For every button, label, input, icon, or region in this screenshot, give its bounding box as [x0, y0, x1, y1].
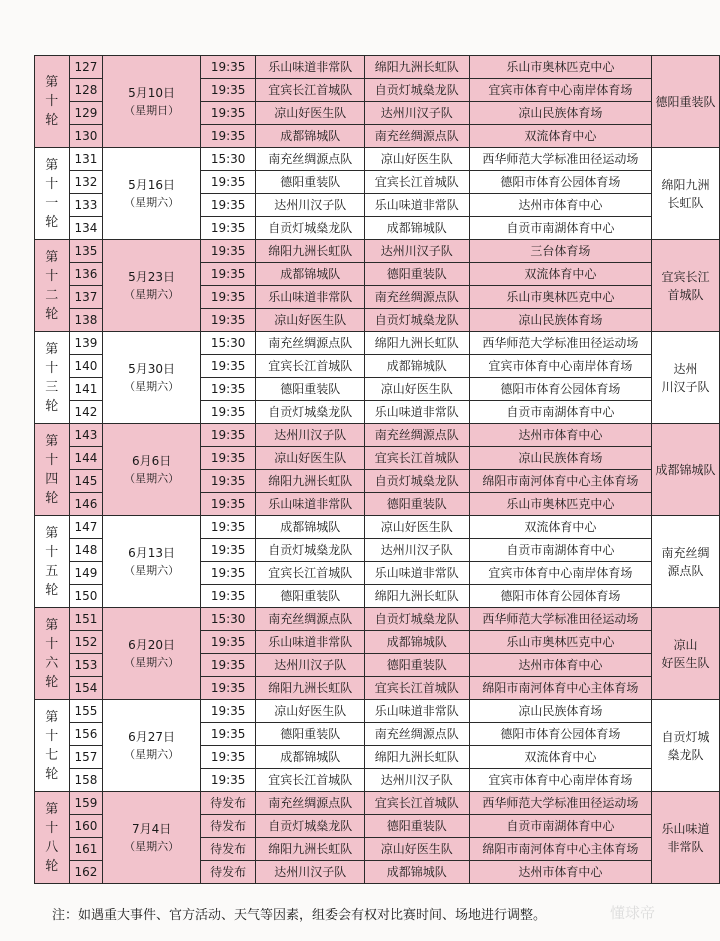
bye-team: [652, 608, 720, 700]
venue: 乐山市奥林匹克中心: [469, 631, 651, 654]
round-char: 轮: [45, 582, 59, 598]
round-char: 十: [45, 544, 59, 560]
round-char: 十: [45, 268, 59, 284]
kickoff-time: 19:35: [200, 539, 256, 562]
kickoff-time: 19:35: [200, 240, 256, 263]
home-team: 绵阳九洲长虹队: [256, 470, 365, 493]
venue: 凉山民族体育场: [469, 447, 651, 470]
home-team: 南充丝绸源点队: [256, 608, 365, 631]
kickoff-time: 19:35: [200, 102, 256, 125]
home-team: 南充丝绸源点队: [256, 332, 365, 355]
round-char: 十: [45, 636, 59, 652]
bye-team-line: 成都锦城队: [655, 462, 716, 477]
kickoff-time: 19:35: [200, 263, 256, 286]
match-date: [103, 240, 200, 332]
bye-team: [652, 240, 720, 332]
kickoff-time: 19:35: [200, 217, 256, 240]
bye-team: [652, 424, 720, 516]
away-team: 乐山味道非常队: [364, 700, 469, 723]
home-team: 达州川汉子队: [256, 654, 365, 677]
away-team: 成都锦城队: [364, 217, 469, 240]
home-team: 乐山味道非常队: [256, 286, 365, 309]
match-number: 135: [69, 240, 103, 263]
round-char: 轮: [45, 113, 59, 128]
date-text: 5月10日: [128, 85, 176, 100]
match-row: [35, 424, 720, 447]
round-char: 轮: [45, 214, 59, 230]
match-number: 128: [69, 79, 103, 102]
round-char: 十: [45, 360, 59, 376]
match-number: 141: [69, 378, 103, 401]
venue: 乐山市奥林匹克中心: [469, 56, 651, 79]
away-team: 凉山好医生队: [364, 378, 469, 401]
kickoff-time: 待发布: [200, 815, 256, 838]
home-team: 宜宾长江首城队: [256, 79, 365, 102]
match-date: [103, 792, 200, 884]
home-team: 宜宾长江首城队: [256, 769, 365, 792]
venue: 乐山市奥林匹克中心: [469, 493, 651, 516]
match-number: 149: [69, 562, 103, 585]
match-number: 155: [69, 700, 103, 723]
round-char: 五: [45, 563, 59, 579]
weekday-text: （星期六）: [124, 747, 180, 761]
kickoff-time: 19:35: [200, 194, 256, 217]
kickoff-time: 19:35: [200, 746, 256, 769]
bye-team-line: 非常队: [667, 839, 704, 854]
kickoff-time: 待发布: [200, 792, 256, 815]
kickoff-time: 19:35: [200, 769, 256, 792]
weekday-text: （星期六）: [124, 287, 180, 301]
home-team: 成都锦城队: [256, 125, 365, 148]
kickoff-time: 19:35: [200, 585, 256, 608]
kickoff-time: 19:35: [200, 493, 256, 516]
venue: 绵阳市南河体育中心主体育场: [469, 677, 651, 700]
away-team: 绵阳九洲长虹队: [364, 585, 469, 608]
kickoff-time: 19:35: [200, 562, 256, 585]
match-row: [35, 516, 720, 539]
home-team: 凉山好医生队: [256, 309, 365, 332]
round-char: 第: [45, 433, 59, 449]
venue: 双流体育中心: [469, 746, 651, 769]
bye-team-line: 好医生队: [661, 655, 710, 670]
bye-team-line: 宜宾长江: [661, 269, 710, 284]
venue: 双流体育中心: [469, 263, 651, 286]
venue: 凉山民族体育场: [469, 309, 651, 332]
venue: 双流体育中心: [469, 516, 651, 539]
bye-team: [652, 148, 720, 240]
bye-team-line: 乐山味道: [661, 821, 710, 836]
venue: 宜宾市体育中心南岸体育场: [469, 355, 651, 378]
match-row: [35, 792, 720, 815]
away-team: 达州川汉子队: [364, 240, 469, 263]
bye-team-line: 首城队: [667, 287, 704, 302]
away-team: 绵阳九洲长虹队: [364, 746, 469, 769]
kickoff-time: 19:35: [200, 286, 256, 309]
venue: 西华师范大学标准田径运动场: [469, 608, 651, 631]
away-team: 南充丝绸源点队: [364, 723, 469, 746]
away-team: 成都锦城队: [364, 355, 469, 378]
round-label: [35, 700, 70, 792]
away-team: 德阳重装队: [364, 815, 469, 838]
away-team: 凉山好医生队: [364, 516, 469, 539]
home-team: 宜宾长江首城队: [256, 562, 365, 585]
home-team: 乐山味道非常队: [256, 56, 365, 79]
venue: 绵阳市南河体育中心主体育场: [469, 838, 651, 861]
home-team: 自贡灯城燊龙队: [256, 539, 365, 562]
round-char: 二: [45, 287, 59, 303]
kickoff-time: 19:35: [200, 654, 256, 677]
round-char: 轮: [45, 766, 59, 782]
away-team: 自贡灯城燊龙队: [364, 608, 469, 631]
kickoff-time: 19:35: [200, 447, 256, 470]
kickoff-time: 15:30: [200, 608, 256, 631]
home-team: 南充丝绸源点队: [256, 792, 365, 815]
round-char: 轮: [45, 858, 59, 874]
away-team: 宜宾长江首城队: [364, 447, 469, 470]
home-team: 自贡灯城燊龙队: [256, 217, 365, 240]
round-label: [35, 332, 70, 424]
kickoff-time: 待发布: [200, 838, 256, 861]
match-number: 150: [69, 585, 103, 608]
venue: 达州市体育中心: [469, 654, 651, 677]
away-team: 凉山好医生队: [364, 148, 469, 171]
venue: 自贡市南湖体育中心: [469, 539, 651, 562]
kickoff-time: 19:35: [200, 378, 256, 401]
match-number: 140: [69, 355, 103, 378]
kickoff-time: 19:35: [200, 424, 256, 447]
kickoff-time: 19:35: [200, 631, 256, 654]
round-char: 四: [45, 471, 59, 487]
match-number: 148: [69, 539, 103, 562]
match-number: 127: [69, 56, 103, 79]
home-team: 成都锦城队: [256, 516, 365, 539]
away-team: 宜宾长江首城队: [364, 171, 469, 194]
match-number: 161: [69, 838, 103, 861]
round-char: 一: [45, 195, 59, 211]
date-text: 5月16日: [128, 177, 176, 192]
away-team: 绵阳九洲长虹队: [364, 56, 469, 79]
home-team: 绵阳九洲长虹队: [256, 838, 365, 861]
home-team: 宜宾长江首城队: [256, 355, 365, 378]
match-number: 142: [69, 401, 103, 424]
round-char: 十: [45, 176, 59, 192]
round-label: [35, 148, 70, 240]
match-row: [35, 240, 720, 263]
venue: 西华师范大学标准田径运动场: [469, 148, 651, 171]
round-char: 第: [45, 75, 59, 90]
away-team: 南充丝绸源点队: [364, 424, 469, 447]
home-team: 德阳重装队: [256, 378, 365, 401]
match-number: 159: [69, 792, 103, 815]
away-team: 乐山味道非常队: [364, 194, 469, 217]
venue: 达州市体育中心: [469, 861, 651, 884]
venue: 三台体育场: [469, 240, 651, 263]
kickoff-time: 19:35: [200, 125, 256, 148]
home-team: 自贡灯城燊龙队: [256, 815, 365, 838]
kickoff-time: 19:35: [200, 401, 256, 424]
match-number: 152: [69, 631, 103, 654]
round-char: 第: [45, 801, 59, 817]
match-number: 153: [69, 654, 103, 677]
home-team: 绵阳九洲长虹队: [256, 677, 365, 700]
home-team: 自贡灯城燊龙队: [256, 401, 365, 424]
match-row: [35, 700, 720, 723]
bye-team-line: 德阳重装队: [655, 94, 716, 109]
home-team: 乐山味道非常队: [256, 493, 365, 516]
round-char: 六: [45, 655, 59, 671]
weekday-text: （星期六）: [124, 471, 180, 485]
home-team: 达州川汉子队: [256, 194, 365, 217]
bye-team: [652, 792, 720, 884]
kickoff-time: 19:35: [200, 677, 256, 700]
weekday-text: （星期日）: [124, 103, 180, 117]
home-team: 凉山好医生队: [256, 700, 365, 723]
match-number: 131: [69, 148, 103, 171]
venue: 达州市体育中心: [469, 194, 651, 217]
date-text: 5月30日: [128, 361, 176, 376]
round-char: 轮: [45, 398, 59, 414]
venue: 德阳市体育公园体育场: [469, 378, 651, 401]
bye-team: [652, 700, 720, 792]
home-team: 凉山好医生队: [256, 102, 365, 125]
match-number: 139: [69, 332, 103, 355]
away-team: 绵阳九洲长虹队: [364, 332, 469, 355]
venue: 乐山市奥林匹克中心: [469, 286, 651, 309]
date-text: 5月23日: [128, 269, 176, 284]
match-number: 151: [69, 608, 103, 631]
bye-team: [652, 332, 720, 424]
away-team: 自贡灯城燊龙队: [364, 470, 469, 493]
venue: 德阳市体育公园体育场: [469, 723, 651, 746]
match-date: [103, 516, 200, 608]
round-char: 第: [45, 341, 59, 357]
match-number: 144: [69, 447, 103, 470]
match-number: 154: [69, 677, 103, 700]
away-team: 宜宾长江首城队: [364, 792, 469, 815]
weekday-text: （星期六）: [124, 195, 180, 209]
venue: 宜宾市体育中心南岸体育场: [469, 562, 651, 585]
home-team: 达州川汉子队: [256, 861, 365, 884]
kickoff-time: 19:35: [200, 723, 256, 746]
watermark: 懂球帝: [610, 904, 656, 922]
round-label: [35, 424, 70, 516]
weekday-text: （星期六）: [124, 563, 180, 577]
venue: 西华师范大学标准田径运动场: [469, 792, 651, 815]
venue: 凉山民族体育场: [469, 700, 651, 723]
bye-team-line: 凉山: [673, 637, 698, 652]
bye-team-line: 自贡灯城: [661, 729, 710, 744]
kickoff-time: 19:35: [200, 309, 256, 332]
away-team: 成都锦城队: [364, 861, 469, 884]
home-team: 南充丝绸源点队: [256, 148, 365, 171]
kickoff-time: 19:35: [200, 470, 256, 493]
kickoff-time: 19:35: [200, 355, 256, 378]
date-text: 6月13日: [128, 545, 176, 560]
bye-team-line: 燊龙队: [667, 747, 704, 762]
away-team: 成都锦城队: [364, 631, 469, 654]
match-date: [103, 424, 200, 516]
venue: 凉山民族体育场: [469, 102, 651, 125]
match-number: 137: [69, 286, 103, 309]
match-row: [35, 148, 720, 171]
away-team: 达州川汉子队: [364, 102, 469, 125]
round-char: 轮: [45, 490, 59, 506]
date-text: 6月27日: [128, 729, 176, 744]
home-team: 成都锦城队: [256, 263, 365, 286]
round-char: 第: [45, 709, 59, 725]
away-team: 达州川汉子队: [364, 539, 469, 562]
round-char: 十: [45, 452, 59, 468]
footnote: 注：如遇重大事件、官方活动、天气等因素，组委会有权对比赛时间、场地进行调整。: [52, 908, 547, 923]
venue: 宜宾市体育中心南岸体育场: [469, 769, 651, 792]
date-text: 6月20日: [128, 637, 176, 652]
round-char: 第: [45, 617, 59, 633]
round-char: 轮: [45, 306, 59, 322]
round-char: 第: [45, 157, 59, 173]
home-team: 德阳重装队: [256, 171, 365, 194]
venue: 西华师范大学标准田径运动场: [469, 332, 651, 355]
match-number: 160: [69, 815, 103, 838]
round-char: 八: [45, 839, 59, 855]
kickoff-time: 19:35: [200, 171, 256, 194]
kickoff-time: 15:30: [200, 332, 256, 355]
venue: 宜宾市体育中心南岸体育场: [469, 79, 651, 102]
match-date: [103, 608, 200, 700]
match-date: [103, 700, 200, 792]
home-team: 德阳重装队: [256, 585, 365, 608]
kickoff-time: 19:35: [200, 79, 256, 102]
home-team: 乐山味道非常队: [256, 631, 365, 654]
match-number: 133: [69, 194, 103, 217]
match-number: 129: [69, 102, 103, 125]
away-team: 德阳重装队: [364, 493, 469, 516]
away-team: 乐山味道非常队: [364, 401, 469, 424]
away-team: 凉山好医生队: [364, 838, 469, 861]
kickoff-time: 15:30: [200, 148, 256, 171]
round-char: 第: [45, 249, 59, 265]
match-number: 132: [69, 171, 103, 194]
bye-team-line: 达州: [673, 361, 698, 376]
match-row: [35, 332, 720, 355]
match-date: [103, 148, 200, 240]
match-row: [35, 608, 720, 631]
match-row: [35, 56, 720, 79]
round-char: 十: [45, 820, 59, 836]
match-number: 156: [69, 723, 103, 746]
match-number: 134: [69, 217, 103, 240]
away-team: 南充丝绸源点队: [364, 286, 469, 309]
round-char: 七: [45, 747, 59, 763]
bye-team-line: 绵阳九洲: [661, 177, 710, 192]
bye-team-line: 源点队: [667, 563, 704, 578]
venue: 自贡市南湖体育中心: [469, 217, 651, 240]
match-number: 138: [69, 309, 103, 332]
round-char: 第: [45, 525, 59, 541]
away-team: 自贡灯城燊龙队: [364, 309, 469, 332]
venue: 绵阳市南河体育中心主体育场: [469, 470, 651, 493]
match-number: 136: [69, 263, 103, 286]
home-team: 绵阳九洲长虹队: [256, 240, 365, 263]
venue: 德阳市体育公园体育场: [469, 585, 651, 608]
round-char: 三: [45, 379, 59, 395]
bye-team-line: 长虹队: [667, 195, 704, 210]
match-number: 157: [69, 746, 103, 769]
kickoff-time: 19:35: [200, 56, 256, 79]
bye-team: [652, 56, 720, 148]
kickoff-time: 待发布: [200, 861, 256, 884]
round-label: [35, 240, 70, 332]
home-team: 德阳重装队: [256, 723, 365, 746]
match-number: 162: [69, 861, 103, 884]
schedule-table: [34, 55, 720, 884]
away-team: 乐山味道非常队: [364, 562, 469, 585]
date-text: 7月4日: [131, 821, 172, 836]
date-text: 6月6日: [131, 453, 172, 468]
venue: 自贡市南湖体育中心: [469, 401, 651, 424]
match-number: 130: [69, 125, 103, 148]
round-label: [35, 56, 70, 148]
round-char: 十: [45, 94, 59, 109]
bye-team: [652, 516, 720, 608]
round-label: [35, 792, 70, 884]
round-char: 十: [45, 728, 59, 744]
home-team: 达州川汉子队: [256, 424, 365, 447]
match-date: [103, 332, 200, 424]
home-team: 成都锦城队: [256, 746, 365, 769]
match-date: [103, 56, 200, 148]
kickoff-time: 19:35: [200, 516, 256, 539]
round-char: 轮: [45, 674, 59, 690]
match-number: 158: [69, 769, 103, 792]
away-team: 达州川汉子队: [364, 769, 469, 792]
kickoff-time: 19:35: [200, 700, 256, 723]
round-label: [35, 516, 70, 608]
bye-team-line: 川汉子队: [661, 379, 710, 394]
away-team: 宜宾长江首城队: [364, 677, 469, 700]
weekday-text: （星期六）: [124, 655, 180, 669]
match-number: 146: [69, 493, 103, 516]
match-number: 145: [69, 470, 103, 493]
away-team: 自贡灯城燊龙队: [364, 79, 469, 102]
venue: 德阳市体育公园体育场: [469, 171, 651, 194]
weekday-text: （星期六）: [124, 839, 180, 853]
round-label: [35, 608, 70, 700]
home-team: 凉山好医生队: [256, 447, 365, 470]
away-team: 德阳重装队: [364, 654, 469, 677]
bye-team-line: 南充丝绸: [661, 545, 710, 560]
away-team: 南充丝绸源点队: [364, 125, 469, 148]
match-number: 147: [69, 516, 103, 539]
weekday-text: （星期六）: [124, 379, 180, 393]
venue: 双流体育中心: [469, 125, 651, 148]
venue: 达州市体育中心: [469, 424, 651, 447]
away-team: 德阳重装队: [364, 263, 469, 286]
match-number: 143: [69, 424, 103, 447]
venue: 自贡市南湖体育中心: [469, 815, 651, 838]
